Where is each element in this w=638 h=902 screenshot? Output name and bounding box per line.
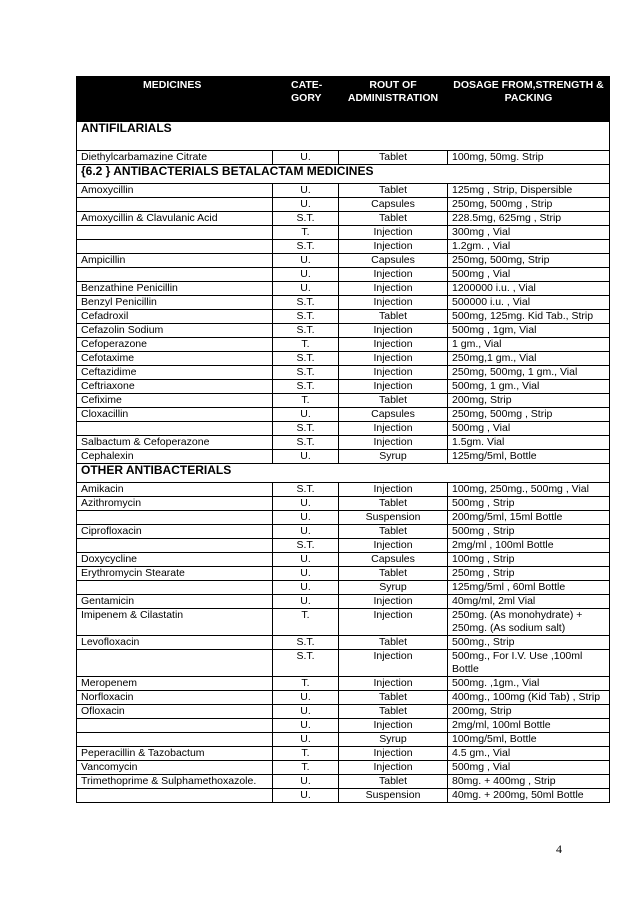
- dosage-cell: 1.5gm. Vial: [448, 436, 610, 450]
- medicine-name-cell: Ampicillin: [77, 254, 273, 268]
- dosage-cell: 250mg, 500mg , Strip: [448, 198, 610, 212]
- category-cell: T.: [273, 609, 339, 636]
- category-cell: T.: [273, 394, 339, 408]
- medicine-name-cell: Doxycycline: [77, 553, 273, 567]
- medicine-name-cell: [77, 719, 273, 733]
- category-cell: S.T.: [273, 650, 339, 677]
- dosage-cell: 125mg , Strip, Dispersible: [448, 184, 610, 198]
- table-row: [77, 366, 610, 380]
- route-cell: Tablet: [339, 497, 448, 511]
- category-cell: U.: [273, 511, 339, 525]
- medicine-name-cell: [77, 539, 273, 553]
- category-cell: S.T.: [273, 636, 339, 650]
- table-row: [77, 408, 610, 422]
- route-cell: Injection: [339, 338, 448, 352]
- route-cell: Injection: [339, 380, 448, 394]
- table-row: [77, 240, 610, 254]
- dosage-cell: 200mg, Strip: [448, 394, 610, 408]
- category-cell: U.: [273, 151, 339, 165]
- route-cell: Tablet: [339, 691, 448, 705]
- medicine-name-cell: Benzyl Penicillin: [77, 296, 273, 310]
- dosage-cell: 1200000 i.u. , Vial: [448, 282, 610, 296]
- dosage-cell: 40mg/ml, 2ml Vial: [448, 595, 610, 609]
- medicine-name-cell: Benzathine Penicillin: [77, 282, 273, 296]
- table-row: [77, 775, 610, 789]
- category-cell: U.: [273, 254, 339, 268]
- category-cell: U.: [273, 268, 339, 282]
- route-cell: Injection: [339, 324, 448, 338]
- category-cell: U.: [273, 525, 339, 539]
- route-cell: Injection: [339, 747, 448, 761]
- category-cell: U.: [273, 581, 339, 595]
- route-cell: Injection: [339, 240, 448, 254]
- category-cell: U.: [273, 789, 339, 803]
- route-cell: Tablet: [339, 636, 448, 650]
- medicine-name-cell: Diethylcarbamazine Citrate: [77, 151, 273, 165]
- medicine-name-cell: [77, 650, 273, 677]
- table-row: [77, 761, 610, 775]
- table-body: [77, 122, 610, 803]
- table-row: [77, 581, 610, 595]
- table-row: [77, 212, 610, 226]
- dosage-cell: 500mg , 1gm, Vial: [448, 324, 610, 338]
- table-row: [77, 450, 610, 464]
- category-cell: U.: [273, 282, 339, 296]
- category-cell: T.: [273, 761, 339, 775]
- table-row: [77, 525, 610, 539]
- route-cell: Injection: [339, 483, 448, 497]
- medicine-name-cell: Cephalexin: [77, 450, 273, 464]
- category-cell: U.: [273, 719, 339, 733]
- dosage-cell: 40mg. + 200mg, 50ml Bottle: [448, 789, 610, 803]
- medicine-name-cell: Erythromycin Stearate: [77, 567, 273, 581]
- medicine-name-cell: Norfloxacin: [77, 691, 273, 705]
- route-cell: Injection: [339, 422, 448, 436]
- dosage-cell: 250mg,1 gm., Vial: [448, 352, 610, 366]
- medicine-name-cell: [77, 581, 273, 595]
- route-cell: Syrup: [339, 581, 448, 595]
- dosage-cell: 500mg , Vial: [448, 268, 610, 282]
- table-row: [77, 789, 610, 803]
- table-row: [77, 650, 610, 677]
- table-row: [77, 553, 610, 567]
- section-heading-row: [77, 122, 610, 151]
- table-row: [77, 282, 610, 296]
- medicine-name-cell: Ofloxacin: [77, 705, 273, 719]
- route-cell: Injection: [339, 296, 448, 310]
- route-cell: Capsules: [339, 553, 448, 567]
- dosage-cell: 4.5 gm., Vial: [448, 747, 610, 761]
- route-cell: Tablet: [339, 184, 448, 198]
- header-dosage: DOSAGE FROM,STRENGTH & PACKING: [448, 77, 610, 122]
- dosage-cell: 2mg/ml, 100ml Bottle: [448, 719, 610, 733]
- medicine-name-cell: Peperacillin & Tazobactum: [77, 747, 273, 761]
- route-cell: Tablet: [339, 525, 448, 539]
- medicine-name-cell: Cefotaxime: [77, 352, 273, 366]
- table-row: [77, 380, 610, 394]
- category-cell: S.T.: [273, 366, 339, 380]
- dosage-cell: 200mg, Strip: [448, 705, 610, 719]
- category-cell: S.T.: [273, 296, 339, 310]
- page-number: 4: [556, 842, 562, 856]
- category-cell: U.: [273, 705, 339, 719]
- table-header-row: [77, 77, 610, 122]
- table-row: [77, 719, 610, 733]
- medicine-name-cell: Salbactum & Cefoperazone: [77, 436, 273, 450]
- route-cell: Injection: [339, 595, 448, 609]
- table-row: [77, 198, 610, 212]
- category-cell: T.: [273, 226, 339, 240]
- table-row: [77, 567, 610, 581]
- route-cell: Injection: [339, 436, 448, 450]
- category-cell: U.: [273, 450, 339, 464]
- table-row: [77, 310, 610, 324]
- dosage-cell: 500mg, 125mg. Kid Tab., Strip: [448, 310, 610, 324]
- table-row: [77, 226, 610, 240]
- dosage-cell: 250mg, 500mg, 1 gm., Vial: [448, 366, 610, 380]
- medicine-name-cell: [77, 789, 273, 803]
- route-cell: Tablet: [339, 212, 448, 226]
- route-cell: Injection: [339, 650, 448, 677]
- category-cell: U.: [273, 553, 339, 567]
- medicine-name-cell: Imipenem & Cilastatin: [77, 609, 273, 636]
- table-row: [77, 595, 610, 609]
- category-cell: S.T.: [273, 324, 339, 338]
- section-title: OTHER ANTIBACTERIALS: [77, 464, 610, 483]
- table-row: [77, 422, 610, 436]
- table-row: [77, 394, 610, 408]
- table-row: [77, 511, 610, 525]
- category-cell: U.: [273, 408, 339, 422]
- dosage-cell: 80mg. + 400mg , Strip: [448, 775, 610, 789]
- route-cell: Injection: [339, 366, 448, 380]
- medicine-name-cell: Amoxycillin & Clavulanic Acid: [77, 212, 273, 226]
- table-row: [77, 747, 610, 761]
- table-row: [77, 733, 610, 747]
- dosage-cell: 500000 i.u. , Vial: [448, 296, 610, 310]
- route-cell: Injection: [339, 761, 448, 775]
- route-cell: Tablet: [339, 310, 448, 324]
- medicine-name-cell: Cloxacillin: [77, 408, 273, 422]
- section-title: {6.2 } ANTIBACTERIALS BETALACTAM MEDICINES: [77, 165, 610, 184]
- dosage-cell: 500mg., For I.V. Use ,100ml Bottle: [448, 650, 610, 677]
- route-cell: Suspension: [339, 789, 448, 803]
- route-cell: Injection: [339, 352, 448, 366]
- route-cell: Injection: [339, 268, 448, 282]
- route-cell: Suspension: [339, 511, 448, 525]
- category-cell: S.T.: [273, 352, 339, 366]
- dosage-cell: 500mg , Strip: [448, 497, 610, 511]
- table-row: [77, 691, 610, 705]
- category-cell: S.T.: [273, 422, 339, 436]
- route-cell: Tablet: [339, 394, 448, 408]
- dosage-cell: 500mg. ,1gm., Vial: [448, 677, 610, 691]
- route-cell: Tablet: [339, 705, 448, 719]
- route-cell: Tablet: [339, 775, 448, 789]
- dosage-cell: 125mg/5ml, Bottle: [448, 450, 610, 464]
- medicine-name-cell: [77, 511, 273, 525]
- medicine-name-cell: Vancomycin: [77, 761, 273, 775]
- header-category: CATE- GORY: [273, 77, 339, 122]
- category-cell: S.T.: [273, 539, 339, 553]
- category-cell: S.T.: [273, 380, 339, 394]
- table-row: [77, 151, 610, 165]
- medicine-name-cell: Meropenem: [77, 677, 273, 691]
- dosage-cell: 250mg, 500mg , Strip: [448, 408, 610, 422]
- route-cell: Capsules: [339, 198, 448, 212]
- table-row: [77, 338, 610, 352]
- table-row: [77, 497, 610, 511]
- route-cell: Capsules: [339, 408, 448, 422]
- medicine-name-cell: [77, 226, 273, 240]
- route-cell: Syrup: [339, 450, 448, 464]
- medicine-name-cell: Cefadroxil: [77, 310, 273, 324]
- medicine-name-cell: Ceftazidime: [77, 366, 273, 380]
- dosage-cell: 100mg, 250mg., 500mg , Vial: [448, 483, 610, 497]
- dosage-cell: 250mg , Strip: [448, 567, 610, 581]
- table-row: [77, 184, 610, 198]
- category-cell: U.: [273, 691, 339, 705]
- medicine-name-cell: Azithromycin: [77, 497, 273, 511]
- table-row: [77, 268, 610, 282]
- table-row: [77, 677, 610, 691]
- medicine-name-cell: Amikacin: [77, 483, 273, 497]
- medicine-name-cell: [77, 268, 273, 282]
- route-cell: Injection: [339, 282, 448, 296]
- route-cell: Capsules: [339, 254, 448, 268]
- category-cell: U.: [273, 184, 339, 198]
- medicine-name-cell: [77, 240, 273, 254]
- dosage-cell: 500mg , Vial: [448, 422, 610, 436]
- dosage-cell: 1.2gm. , Vial: [448, 240, 610, 254]
- header-medicines: MEDICINES: [77, 77, 273, 122]
- table-row: [77, 705, 610, 719]
- medicine-name-cell: [77, 422, 273, 436]
- route-cell: Tablet: [339, 567, 448, 581]
- medicines-table: [76, 76, 610, 803]
- category-cell: U.: [273, 497, 339, 511]
- dosage-cell: 125mg/5ml , 60ml Bottle: [448, 581, 610, 595]
- category-cell: S.T.: [273, 436, 339, 450]
- dosage-cell: 300mg , Vial: [448, 226, 610, 240]
- dosage-cell: 400mg., 100mg (Kid Tab) , Strip: [448, 691, 610, 705]
- category-cell: S.T.: [273, 483, 339, 497]
- category-cell: U.: [273, 775, 339, 789]
- route-cell: Injection: [339, 609, 448, 636]
- medicine-name-cell: Cefazolin Sodium: [77, 324, 273, 338]
- dosage-cell: 500mg , Strip: [448, 525, 610, 539]
- dosage-cell: 100mg/5ml, Bottle: [448, 733, 610, 747]
- medicine-name-cell: Gentamicin: [77, 595, 273, 609]
- medicine-name-cell: [77, 198, 273, 212]
- dosage-cell: 200mg/5ml, 15ml Bottle: [448, 511, 610, 525]
- medicine-name-cell: Cefixime: [77, 394, 273, 408]
- category-cell: T.: [273, 747, 339, 761]
- category-cell: U.: [273, 595, 339, 609]
- table-row: [77, 483, 610, 497]
- category-cell: U.: [273, 198, 339, 212]
- section-title: ANTIFILARIALS: [77, 122, 610, 151]
- dosage-cell: 250mg, 500mg, Strip: [448, 254, 610, 268]
- dosage-cell: 500mg, 1 gm., Vial: [448, 380, 610, 394]
- route-cell: Tablet: [339, 151, 448, 165]
- medicine-name-cell: Ceftriaxone: [77, 380, 273, 394]
- category-cell: S.T.: [273, 310, 339, 324]
- dosage-cell: 250mg. (As monohydrate) + 250mg. (As sodium salt): [448, 609, 610, 636]
- table-row: [77, 324, 610, 338]
- table-row: [77, 636, 610, 650]
- category-cell: T.: [273, 338, 339, 352]
- section-heading-row: [77, 165, 610, 184]
- category-cell: T.: [273, 677, 339, 691]
- dosage-cell: 2mg/ml , 100ml Bottle: [448, 539, 610, 553]
- dosage-cell: 500mg , Vial: [448, 761, 610, 775]
- route-cell: Injection: [339, 719, 448, 733]
- medicine-name-cell: Cefoperazone: [77, 338, 273, 352]
- dosage-cell: 1 gm., Vial: [448, 338, 610, 352]
- dosage-cell: 228.5mg, 625mg , Strip: [448, 212, 610, 226]
- route-cell: Syrup: [339, 733, 448, 747]
- medicine-name-cell: Amoxycillin: [77, 184, 273, 198]
- table-row: [77, 254, 610, 268]
- table-row: [77, 436, 610, 450]
- dosage-cell: 500mg., Strip: [448, 636, 610, 650]
- category-cell: S.T.: [273, 212, 339, 226]
- section-heading-row: [77, 464, 610, 483]
- medicine-name-cell: [77, 733, 273, 747]
- header-route: ROUT OF ADMINISTRATION: [339, 77, 448, 122]
- table-row: [77, 539, 610, 553]
- medicine-name-cell: Levofloxacin: [77, 636, 273, 650]
- route-cell: Injection: [339, 226, 448, 240]
- medicine-name-cell: Ciprofloxacin: [77, 525, 273, 539]
- category-cell: U.: [273, 567, 339, 581]
- category-cell: S.T.: [273, 240, 339, 254]
- dosage-cell: 100mg , Strip: [448, 553, 610, 567]
- table-row: [77, 352, 610, 366]
- table-row: [77, 609, 610, 636]
- route-cell: Injection: [339, 677, 448, 691]
- dosage-cell: 100mg, 50mg. Strip: [448, 151, 610, 165]
- medicine-name-cell: Trimethoprime & Sulphamethoxazole.: [77, 775, 273, 789]
- route-cell: Injection: [339, 539, 448, 553]
- table-row: [77, 296, 610, 310]
- category-cell: U.: [273, 733, 339, 747]
